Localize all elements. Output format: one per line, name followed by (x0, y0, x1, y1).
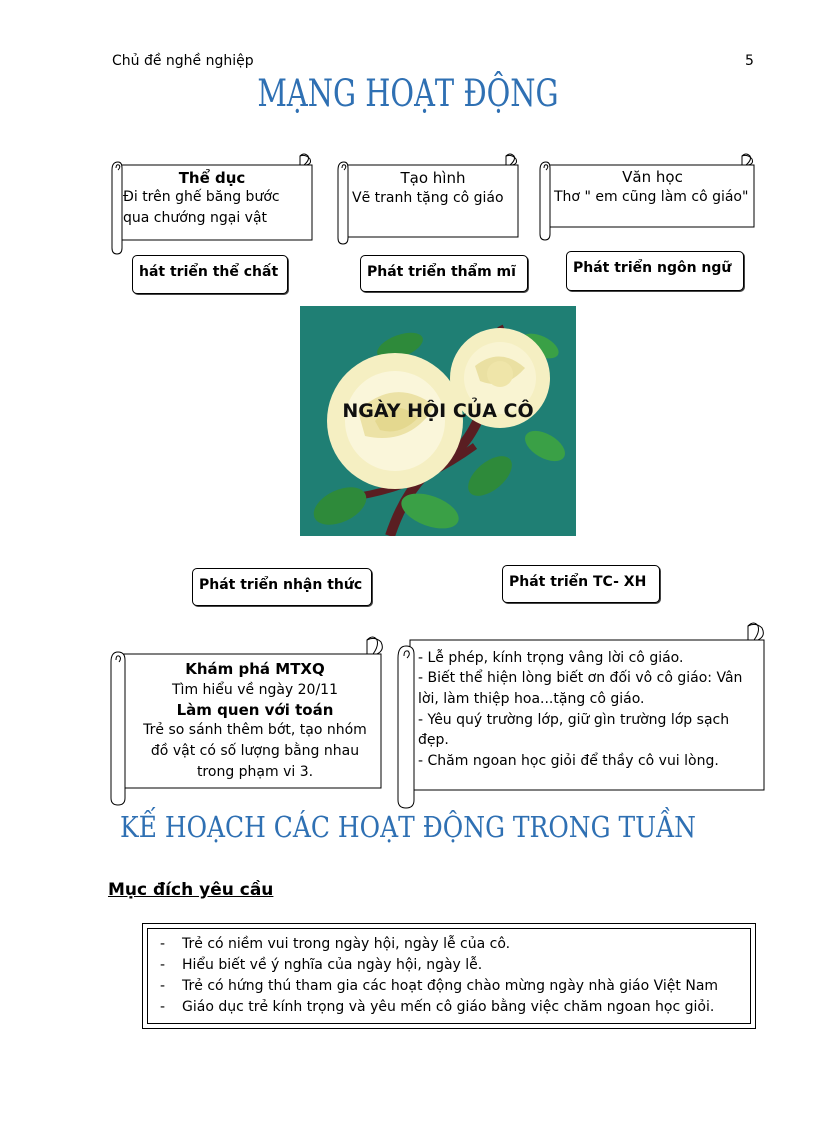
scroll-the-duc-line-1: Đi trên ghế băng bước (123, 189, 280, 205)
scroll-tc-xh-line-3: lời, làm thiệp hoa...tặng cô giáo. (418, 691, 645, 707)
scroll-tc-xh-line-5: đẹp. (418, 732, 449, 748)
scroll-van-hoc-heading: Văn học (622, 168, 683, 186)
goal-item: - Giáo dục trẻ kính trọng và yêu mến cô giáo bằng việc chăm ngoan học giỏi. (160, 999, 715, 1015)
page-number: 5 (745, 53, 754, 69)
scroll-nhan-thuc-line-2: Trẻ so sánh thêm bớt, tạo nhóm (143, 722, 367, 738)
goal-item: - Trẻ có hứng thú tham gia các hoạt động chào mừng ngày nhà giáo Việt Nam (160, 978, 719, 994)
scroll-tc-xh-line-1: - Lễ phép, kính trọng vâng lời cô giáo. (418, 650, 684, 666)
domain-tc-xh: Phát triển TC- XH (502, 565, 660, 603)
domain-tham-mi: Phát triển thẩm mĩ (360, 255, 528, 292)
section-title: KẾ HOẠCH CÁC HOẠT ĐỘNG TRONG TUẦN (120, 810, 696, 844)
scroll-tao-hinh-line-1: Vẽ tranh tặng cô giáo (352, 190, 504, 206)
scroll-nhan-thuc-heading-2: Làm quen với toán (176, 701, 334, 719)
scroll-tc-xh-line-6: - Chăm ngoan học giỏi để thầy cô vui lòng. (418, 753, 719, 769)
scroll-nhan-thuc-line-1: Tìm hiểu về ngày 20/11 (172, 682, 338, 698)
scroll-the-duc-line-2: qua chướng ngại vật (123, 210, 268, 226)
domain-the-chat: hát triển thể chất (132, 255, 288, 294)
scroll-nhan-thuc-line-3: đồ vật có số lượng bằng nhau (150, 743, 360, 759)
page-title: MẠNG HOẠT ĐỘNG (257, 72, 559, 115)
domain-nhan-thuc: Phát triển nhận thức (192, 568, 372, 606)
scroll-nhan-thuc-line-4: trong phạm vi 3. (196, 764, 314, 780)
domain-ngon-ngu: Phát triển ngôn ngữ (566, 251, 744, 291)
scroll-nhan-thuc-heading-1: Khám phá MTXQ (185, 660, 325, 678)
scroll-tao-hinh-heading: Tạo hình (400, 169, 466, 187)
center-rose-image (300, 306, 576, 536)
scroll-tc-xh-line-4: - Yêu quý trường lớp, giữ gìn trường lớp sạch (418, 712, 730, 728)
scroll-tc-xh-line-2: - Biết thể hiện lòng biết ơn đối vô cô giáo: Vân (418, 670, 743, 686)
goal-item: - Trẻ có niềm vui trong ngày hội, ngày lễ của cô. (160, 936, 511, 952)
goals-box (142, 923, 756, 1029)
center-label: NGÀY HỘI CỦA CÔ (342, 400, 534, 422)
scroll-the-duc-heading: Thể dục (178, 169, 246, 187)
subheading-goals: Mục đích yêu cầu (108, 880, 274, 900)
goal-item: - Hiểu biết về ý nghĩa của ngày hội, ngày lễ. (160, 957, 483, 973)
goals-inner (147, 928, 751, 1024)
scroll-van-hoc-line-1: Thơ " em cũng làm cô giáo" (554, 189, 749, 205)
header-topic: Chủ đề nghề nghiệp (112, 53, 254, 69)
